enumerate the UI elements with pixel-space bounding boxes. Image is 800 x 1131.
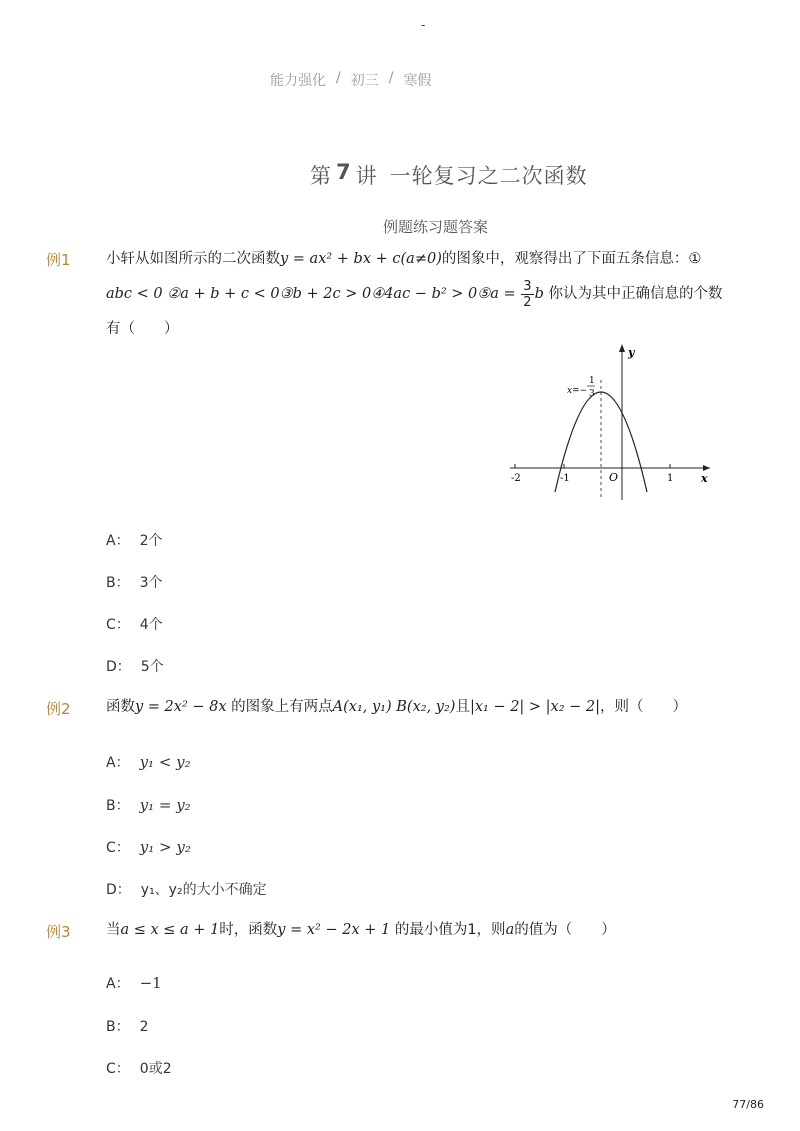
lecture-suffix: 讲 <box>355 164 378 188</box>
option-c[interactable] <box>106 1058 172 1078</box>
option-b[interactable] <box>106 795 191 815</box>
y-axis-arrow-icon <box>619 344 625 352</box>
page-title <box>310 160 588 190</box>
option-b[interactable] <box>106 572 163 592</box>
option-key: B： <box>106 798 130 814</box>
formula: y = x² − 2x + 1 <box>277 922 391 938</box>
section-subtitle: 例题练习题答案 <box>383 218 489 236</box>
lecture-prefix: 第 <box>310 164 332 188</box>
breadcrumb-separator: / <box>336 70 341 86</box>
option-value: 2个 <box>139 533 163 549</box>
option-a[interactable] <box>106 752 191 772</box>
formula: y = ax² + bx + c <box>280 251 401 267</box>
option-d[interactable] <box>106 656 164 676</box>
problem-1-line-3: 有（ ） <box>106 321 179 337</box>
option-a[interactable] <box>106 973 162 993</box>
option-value: 0或2 <box>139 1061 172 1077</box>
fraction-numerator: 3 <box>523 278 532 294</box>
formula: |x₁ − 2| > |x₂ − 2| <box>469 699 601 715</box>
lecture-label <box>310 160 378 190</box>
problem-text: 且 <box>455 699 470 715</box>
symmetry-fraction-denominator: 3 <box>589 389 595 399</box>
origin-label: O <box>609 471 619 484</box>
option-value: 2 <box>139 1019 149 1035</box>
page-number: 77/86 <box>732 1098 764 1111</box>
problem-text: 你认为其中正确信息的个数 <box>548 286 723 302</box>
fraction-denominator: 2 <box>523 294 532 310</box>
breadcrumb-item: 初三 <box>350 73 379 89</box>
problem-text: 当 <box>106 922 121 938</box>
formula-condition: (a≠0) <box>400 251 442 267</box>
problem-3-stem <box>106 913 746 947</box>
problem-text: 时，函数 <box>219 922 278 938</box>
problem-text: 小轩从如图所示的二次函数 <box>106 251 280 267</box>
problem-text: 的最小值为1，则 <box>394 922 506 938</box>
problem-text: ，则（ ） <box>600 699 688 715</box>
option-d[interactable] <box>106 879 267 899</box>
option-key: B： <box>106 1019 130 1035</box>
formula: y = 2x² − 8x <box>135 699 227 715</box>
x-axis-arrow-icon <box>703 465 710 471</box>
formula: abc < 0 ②a + b + c < 0③b + 2c > 0④4ac − b² > 0⑤a = <box>106 286 521 302</box>
problem-text: 的图象上有两点 <box>231 699 333 715</box>
option-value: y₁ < y₂ <box>139 753 191 771</box>
fraction <box>521 279 533 310</box>
option-a[interactable] <box>106 530 163 550</box>
option-key: C： <box>106 1061 130 1077</box>
option-value: y₁、y₂的大小不确定 <box>140 882 267 898</box>
option-value: 4个 <box>139 617 163 633</box>
x-axis-label: x <box>701 472 708 485</box>
option-key: A： <box>106 755 130 771</box>
problem-2-stem <box>106 690 746 724</box>
formula: A(x₁, y₁) B(x₂, y₂) <box>332 699 456 715</box>
problem-1-line-2 <box>106 277 746 311</box>
problem-text: 函数 <box>106 699 135 715</box>
breadcrumb <box>270 70 431 90</box>
formula: b <box>534 286 544 302</box>
parabola-graph <box>505 340 720 505</box>
problem-label: 例2 <box>46 700 71 718</box>
option-c[interactable] <box>106 837 191 857</box>
tick-label: 1 <box>667 473 674 484</box>
option-b[interactable] <box>106 1016 149 1036</box>
breadcrumb-item: 寒假 <box>403 73 432 89</box>
option-key: A： <box>106 976 130 992</box>
option-value: 3个 <box>139 575 163 591</box>
problem-text: 的图象中，观察得出了下面五条信息：① <box>441 251 702 267</box>
formula: a <box>505 922 515 938</box>
tick-label: -2 <box>511 473 521 484</box>
y-axis-label: y <box>628 346 635 359</box>
option-value: y₁ = y₂ <box>139 796 191 814</box>
lecture-topic: 一轮复习之二次函数 <box>389 164 588 188</box>
top-mark: - <box>421 18 426 32</box>
option-value: y₁ > y₂ <box>139 838 191 856</box>
option-key: B： <box>106 575 130 591</box>
option-key: C： <box>106 617 130 633</box>
problem-label: 例1 <box>46 251 71 269</box>
option-key: A： <box>106 533 130 549</box>
breadcrumb-separator: / <box>388 70 394 86</box>
tick-label: -1 <box>560 473 570 484</box>
problem-label: 例3 <box>46 923 71 941</box>
breadcrumb-item: 能力强化 <box>270 73 326 89</box>
option-key: D： <box>106 882 131 898</box>
symmetry-fraction-numerator: 1 <box>589 376 595 386</box>
option-c[interactable] <box>106 614 163 634</box>
option-key: D： <box>106 659 131 675</box>
formula: a ≤ x ≤ a + 1 <box>120 922 220 938</box>
option-value: −1 <box>139 974 162 992</box>
lecture-number: 7 <box>336 160 352 184</box>
symmetry-axis-label: x=− <box>567 386 588 396</box>
problem-1-line-1 <box>106 242 726 276</box>
problem-text: 的值为（ ） <box>514 922 616 938</box>
option-key: C： <box>106 840 130 856</box>
option-value: 5个 <box>140 659 164 675</box>
